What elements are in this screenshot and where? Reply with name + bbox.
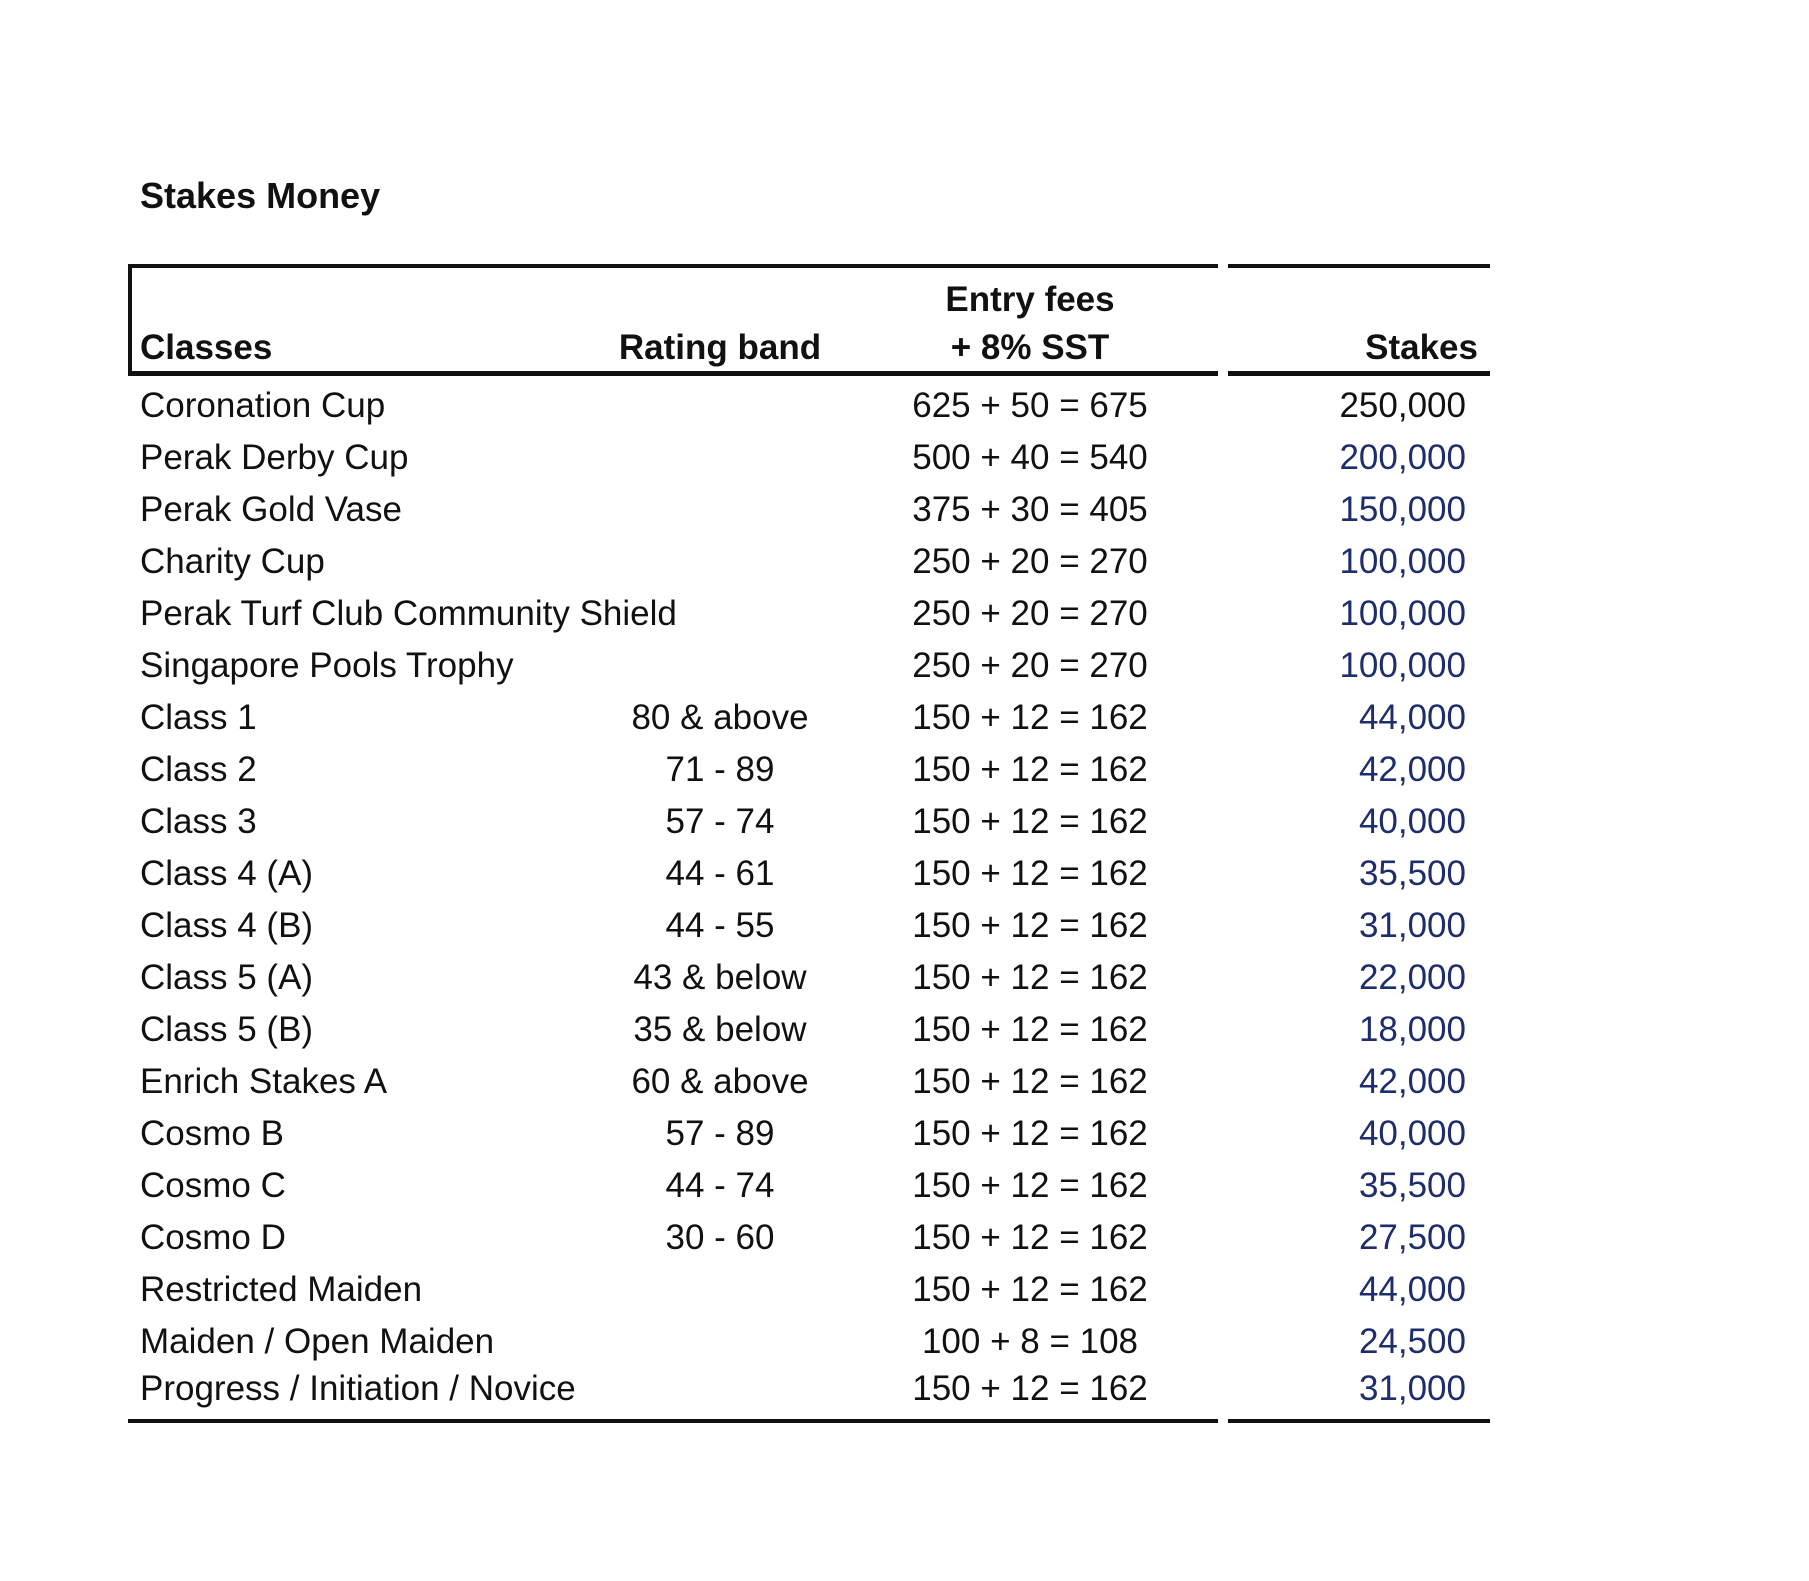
class-cell: Coronation Cup	[140, 386, 386, 425]
class-cell: Singapore Pools Trophy	[140, 646, 514, 685]
rating-band-cell: 44 - 55	[665, 906, 775, 945]
stakes-cell: 40,000	[1358, 802, 1466, 841]
entry-fees-cell: 150 + 12 = 162	[912, 698, 1148, 737]
rating-band-cell: 71 - 89	[665, 750, 775, 789]
rating-band-cell: 35 & below	[633, 1010, 807, 1049]
table-row	[0, 640, 1809, 692]
stakes-cell: 100,000	[1339, 542, 1466, 581]
rating-band-cell: 57 - 74	[665, 802, 775, 841]
table-row	[0, 1363, 1809, 1415]
class-cell: Cosmo D	[140, 1218, 286, 1257]
entry-fees-cell: 375 + 30 = 405	[912, 490, 1148, 529]
entry-fees-cell: 150 + 12 = 162	[912, 1062, 1148, 1101]
table-row	[0, 744, 1809, 796]
entry-fees-cell: 250 + 20 = 270	[912, 542, 1148, 581]
class-cell: Class 2	[140, 750, 257, 789]
table-bottom-rule-left	[128, 1419, 1218, 1423]
rating-band-cell: 60 & above	[631, 1062, 809, 1101]
class-cell: Class 3	[140, 802, 257, 841]
class-cell: Cosmo B	[140, 1114, 284, 1153]
rating-band-cell: 44 - 74	[665, 1166, 775, 1205]
stakes-cell: 44,000	[1358, 698, 1466, 737]
column-header-rating-band: Rating band	[618, 328, 822, 367]
class-cell: Class 5 (A)	[140, 958, 314, 997]
table-row	[0, 1212, 1809, 1264]
stakes-cell: 18,000	[1358, 1010, 1466, 1049]
table-row	[0, 588, 1809, 640]
stakes-cell: 31,000	[1358, 906, 1466, 945]
stakes-cell: 31,000	[1358, 1369, 1466, 1408]
entry-fees-cell: 150 + 12 = 162	[912, 1218, 1148, 1257]
entry-fees-cell: 150 + 12 = 162	[912, 750, 1148, 789]
entry-fees-cell: 150 + 12 = 162	[912, 906, 1148, 945]
stakes-cell: 27,500	[1358, 1218, 1466, 1257]
entry-fees-cell: 150 + 12 = 162	[912, 854, 1148, 893]
stakes-cell: 35,500	[1358, 1166, 1466, 1205]
entry-fees-cell: 150 + 12 = 162	[912, 1166, 1148, 1205]
table-row	[0, 692, 1809, 744]
table-row	[0, 952, 1809, 1004]
stakes-cell: 100,000	[1339, 646, 1466, 685]
class-cell: Class 4 (B)	[140, 906, 314, 945]
table-row	[0, 484, 1809, 536]
table-row	[0, 1264, 1809, 1316]
table-row	[0, 1316, 1809, 1368]
entry-fees-cell: 500 + 40 = 540	[912, 438, 1148, 477]
table-header-rule-left	[128, 371, 1218, 376]
table-row	[0, 536, 1809, 588]
rating-band-cell: 43 & below	[633, 958, 807, 997]
class-cell: Maiden / Open Maiden	[140, 1322, 495, 1361]
column-header-stakes: Stakes	[1365, 328, 1478, 367]
column-header-entry-fees: Entry fees	[945, 280, 1115, 319]
entry-fees-cell: 250 + 20 = 270	[912, 646, 1148, 685]
rating-band-cell: 44 - 61	[665, 854, 775, 893]
table-row	[0, 380, 1809, 432]
page-title: Stakes Money	[140, 175, 381, 216]
entry-fees-cell: 150 + 12 = 162	[912, 958, 1148, 997]
stakes-cell: 35,500	[1358, 854, 1466, 893]
stakes-cell: 250,000	[1339, 386, 1466, 425]
table-row	[0, 432, 1809, 484]
stakes-cell: 42,000	[1358, 750, 1466, 789]
class-cell: Class 5 (B)	[140, 1010, 314, 1049]
table-row	[0, 900, 1809, 952]
class-cell: Perak Derby Cup	[140, 438, 409, 477]
stakes-cell: 44,000	[1358, 1270, 1466, 1309]
table-row	[0, 848, 1809, 900]
table-row	[0, 1004, 1809, 1056]
entry-fees-cell: 150 + 12 = 162	[912, 1270, 1148, 1309]
class-cell: Perak Gold Vase	[140, 490, 402, 529]
class-cell: Restricted Maiden	[140, 1270, 423, 1309]
table-row	[0, 1056, 1809, 1108]
table-row	[0, 796, 1809, 848]
class-cell: Cosmo C	[140, 1166, 286, 1205]
table-header-left-border	[128, 264, 132, 376]
stakes-cell: 100,000	[1339, 594, 1466, 633]
stakes-cell: 42,000	[1358, 1062, 1466, 1101]
entry-fees-cell: 100 + 8 = 108	[921, 1322, 1139, 1361]
class-cell: Class 1	[140, 698, 257, 737]
table-row	[0, 1160, 1809, 1212]
entry-fees-cell: 150 + 12 = 162	[912, 1114, 1148, 1153]
table-top-rule-left	[128, 264, 1218, 268]
entry-fees-cell: 150 + 12 = 162	[912, 1010, 1148, 1049]
stakes-cell: 200,000	[1339, 438, 1466, 477]
class-cell: Enrich Stakes A	[140, 1062, 388, 1101]
entry-fees-cell: 150 + 12 = 162	[912, 802, 1148, 841]
class-cell: Perak Turf Club Community Shield	[140, 594, 677, 633]
table-bottom-rule-right	[1228, 1419, 1490, 1423]
stakes-cell: 24,500	[1358, 1322, 1466, 1361]
entry-fees-cell: 150 + 12 = 162	[912, 1369, 1148, 1408]
stakes-cell: 40,000	[1358, 1114, 1466, 1153]
table-row	[0, 1108, 1809, 1160]
class-cell: Charity Cup	[140, 542, 325, 581]
column-header-entry-fees-sst: + 8% SST	[950, 328, 1110, 367]
rating-band-cell: 80 & above	[631, 698, 809, 737]
column-header-classes: Classes	[140, 328, 273, 367]
class-cell: Progress / Initiation / Novice	[140, 1369, 576, 1408]
stakes-cell: 150,000	[1339, 490, 1466, 529]
class-cell: Class 4 (A)	[140, 854, 314, 893]
table-header-rule-right	[1228, 371, 1490, 376]
entry-fees-cell: 250 + 20 = 270	[912, 594, 1148, 633]
stakes-cell: 22,000	[1358, 958, 1466, 997]
entry-fees-cell: 625 + 50 = 675	[912, 386, 1148, 425]
rating-band-cell: 57 - 89	[665, 1114, 775, 1153]
table-top-rule-right	[1228, 264, 1490, 268]
rating-band-cell: 30 - 60	[665, 1218, 775, 1257]
